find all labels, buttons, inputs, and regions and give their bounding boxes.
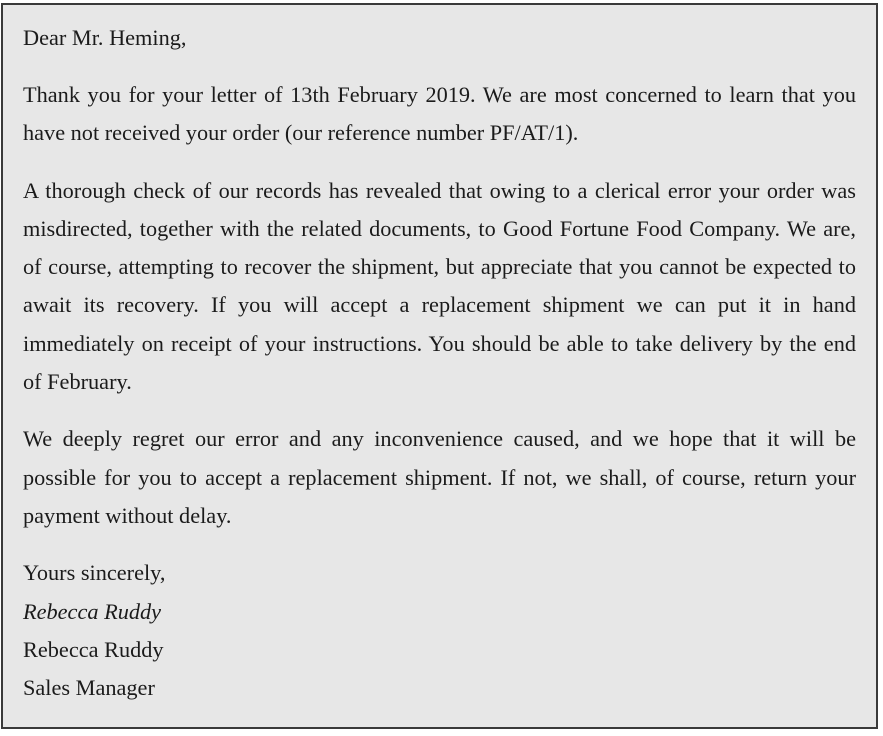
- signer-title: Sales Manager: [23, 675, 155, 701]
- complimentary-close: Yours sincerely,: [23, 560, 166, 586]
- letter-paragraph-2: A thorough check of our records has revealed that owing to a clerical error your order was misdirected, together with the related documents, to Good Fortune Food Company. We are, of course, attempting to recover the shipment, but appreciate that you cannot be expected to await its recovery. If you will accept a replacement shipment we can put it in hand immediately on receipt of your instructions. You should be able to take delivery by the end of February.: [23, 177, 856, 395]
- letter-paragraph-3: We deeply regret our error and any inconvenience caused, and we hope that it will be possible for you to accept a replacement shipment. If not, we shall, of course, return your payment without delay.: [23, 426, 856, 528]
- signer-name: Rebecca Ruddy: [23, 636, 164, 662]
- letter-box: [1, 3, 878, 729]
- signature: Rebecca Ruddy: [23, 598, 162, 624]
- letter-salutation: Dear Mr. Heming,: [23, 25, 187, 50]
- letter-paragraph-1: Thank you for your letter of 13th February 2019. We are most concerned to learn that you have not received your order (our reference number PF/AT/1).: [23, 82, 856, 146]
- letter-closing: [23, 554, 856, 707]
